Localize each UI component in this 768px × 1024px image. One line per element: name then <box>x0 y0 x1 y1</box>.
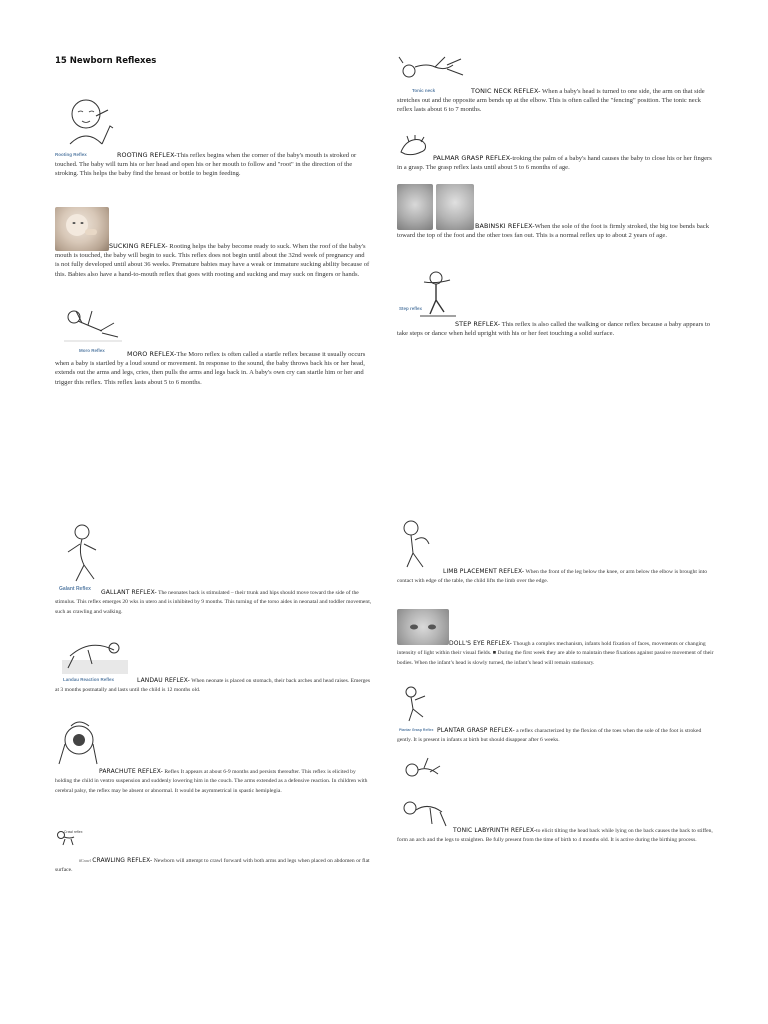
tonic-neck-reflex-caption: Tonic neck <box>412 88 436 93</box>
dolls-eye-reflex-heading: DOLL'S EYE REFLEX- <box>449 640 512 647</box>
landau-reflex-caption: Landau Reaction Reflex <box>63 677 115 682</box>
tonic-labyrinth-reflex-text: to elicit tilting the head back while lying on the back causes the back to stiffen, form an arch and the legs to straighten. Be fully present from the time of birth to 4 months old. It is active during the birthing process. <box>397 828 713 844</box>
rooting-reflex-description <box>55 151 370 179</box>
step-reflex-heading: STEP REFLEX- <box>455 320 501 328</box>
rooting-reflex-heading: ROOTING REFLEX- <box>117 151 177 159</box>
dolls-eye-reflex-description <box>397 639 715 668</box>
parachute-reflex-illustration <box>55 718 101 768</box>
palmar-grasp-reflex-description <box>397 154 715 172</box>
crawling-reflex-heading: CRAWLING REFLEX- <box>92 857 153 864</box>
limb-placement-reflex-text: When the front of the leg below the knee, or arm below the elbow is brought into contact with edge of the table, the child lifts the limb over the edge. <box>397 569 708 585</box>
rooting-reflex-illustration <box>56 94 116 150</box>
tonic-labyrinth-reflex-description <box>397 826 715 846</box>
crawling-reflex-text: Newborn will attempt to crawl forward with both arms and legs when placed on abdomen or flat surface. <box>55 858 370 874</box>
dolls-eye-reflex-text: Though a complex mechanism, infants hold fixation of faces, movements or changing intensity of light within their visual fields. ■ During the first week they are able to maintain these fixations against passive movement of their bodies. When the infant’s head is slowly turned, the infant’s head will remain stationary. <box>397 641 714 666</box>
landau-reflex-illustration <box>60 636 130 676</box>
plantar-grasp-reflex-caption: Plantar Grasp Reflex <box>399 728 434 732</box>
crawling-reflex-caption: Crawl reflex <box>64 830 83 834</box>
tonic-labyrinth-reflex-illustration-2 <box>400 796 450 830</box>
galant-reflex-illustration <box>60 522 104 584</box>
galant-reflex-heading: GALLANT REFLEX- <box>101 589 157 596</box>
palmar-grasp-reflex-heading: PALMAR GRASP REFLEX- <box>433 154 513 162</box>
babinski-reflex-heading: BABINSKI REFLEX- <box>475 222 535 230</box>
limb-placement-reflex-description <box>397 567 715 587</box>
step-reflex-caption: Step reflex <box>399 306 423 311</box>
tonic-labyrinth-reflex-heading: TONIC LABYRINTH REFLEX- <box>453 827 537 834</box>
tonic-neck-reflex-illustration <box>397 53 469 89</box>
page-title: 15 Newborn Reflexes <box>55 56 157 66</box>
galant-reflex-text: The neonates back is stimulated – their trunk and hips should move toward the side of the stimulus. This reflex emerges 20 wks in utero and is inhibited by 9 months. This turning of the torso aides in neonatal and toddler movement, such as crawling and walking. <box>55 590 372 615</box>
landau-reflex-heading: LANDAU REFLEX- <box>137 677 190 684</box>
tonic-neck-reflex-description <box>397 87 715 115</box>
sucking-reflex-heading: SUCKING REFLEX- <box>109 242 168 250</box>
galant-reflex-caption: Galant Reflex <box>59 586 91 592</box>
parachute-reflex-heading: PARACHUTE REFLEX- <box>99 768 163 775</box>
landau-reflex-description <box>55 676 373 696</box>
rooting-reflex-text: This reflex begins when the corner of the baby's mouth is stroked or touched. The baby will turn his or her head and open his or her mouth to follow and "root" in the direction of the stroking. This helps the baby find the breast or bottle to begin feeding. <box>55 152 357 178</box>
plantar-grasp-reflex-heading: PLANTAR GRASP REFLEX- <box>437 727 515 734</box>
crawling-reflex-prefix: #Crawl <box>79 858 91 863</box>
landau-reflex-text: When neonate is placed on stomach, their back arches and head raises. Emerges at 3 months postnatally and lasts until the child is 12 months old. <box>55 678 371 694</box>
step-reflex-text: This reflex is also called the walking or dance reflex because a baby appears to take steps or dance when held upright with his or her feet touching a solid surface. <box>397 321 711 338</box>
tonic-neck-reflex-heading: TONIC NECK REFLEX- <box>471 87 541 95</box>
plantar-grasp-reflex-description <box>397 726 715 746</box>
galant-reflex-description <box>55 588 373 617</box>
plantar-grasp-reflex-text: a reflex characterized by the flexion of the toes when the sole of the foot is stroked gently. It is present in infants at birth but should disappear after 6 weeks. <box>397 728 702 744</box>
step-reflex-description <box>397 320 715 338</box>
moro-reflex-text: The Moro reflex is often called a startle reflex because it usually occurs when a baby is startled by a loud sound or movement. In response to the sound, the baby throws back his or her head, extends out the arms and legs, cries, then pulls the arms and legs back in. A baby's own cry can startle him or her and trigger this reflex. This reflex lasts about 5 to 6 months. <box>55 351 366 386</box>
crawling-reflex-description <box>55 856 373 876</box>
tonic-labyrinth-reflex-illustration-1 <box>400 756 444 786</box>
plantar-grasp-reflex-illustration <box>401 684 431 724</box>
moro-reflex-description <box>55 350 370 387</box>
babinski-reflex-description <box>397 222 715 240</box>
step-reflex-illustration <box>418 270 458 320</box>
palmar-grasp-reflex-text: troking the palm of a baby's hand causes the baby to close his or her fingers in a grasp. The grasp reflex lasts until about 5 to 6 months of age. <box>397 155 712 172</box>
sucking-reflex-text: Rooting helps the baby become ready to suck. When the roof of the baby's mouth is touched, the baby will begin to suck. This reflex does not begin until about the 32nd week of pregnancy and is not fully developed until about 36 weeks. Premature babies may have a weak or immature sucking ability because of this. Babies also have a hand-to-mouth reflex that goes with rooting and sucking and may suck on fingers or hands. <box>55 243 370 278</box>
moro-reflex-illustration <box>60 307 126 347</box>
moro-reflex-caption: Moro Reflex <box>79 348 105 353</box>
rooting-reflex-caption: Rooting Reflex <box>55 152 87 157</box>
parachute-reflex-text: Reflex It appears at about 6-9 months and persists thereafter. This reflex is elicited by holding the child in ventro suspension and suddenly lowering him in the couch. The arms extended as a defensive reaction. In children with cerebral palsy, the reflex may be absent or abnormal. It would be asymmetrical in spastic hemiplegia. <box>55 769 368 794</box>
sucking-reflex-description <box>55 242 370 279</box>
limb-placement-reflex-heading: LIMB PLACEMENT REFLEX- <box>443 568 525 575</box>
parachute-reflex-description <box>55 767 373 796</box>
babinski-reflex-text: When the sole of the foot is firmly stroked, the big toe bends back toward the top of the foot and the other toes fan out. This is a normal reflex up to about 2 years of age. <box>397 223 710 240</box>
tonic-neck-reflex-text: When a baby's head is turned to one side, the arm on that side stretches out and the opposite arm bends up at the elbow. This is often called the "fencing" position. The tonic neck reflex lasts about 6 to 7 months. <box>397 88 705 114</box>
moro-reflex-heading: MORO REFLEX- <box>127 350 177 358</box>
limb-placement-reflex-illustration <box>397 518 433 570</box>
